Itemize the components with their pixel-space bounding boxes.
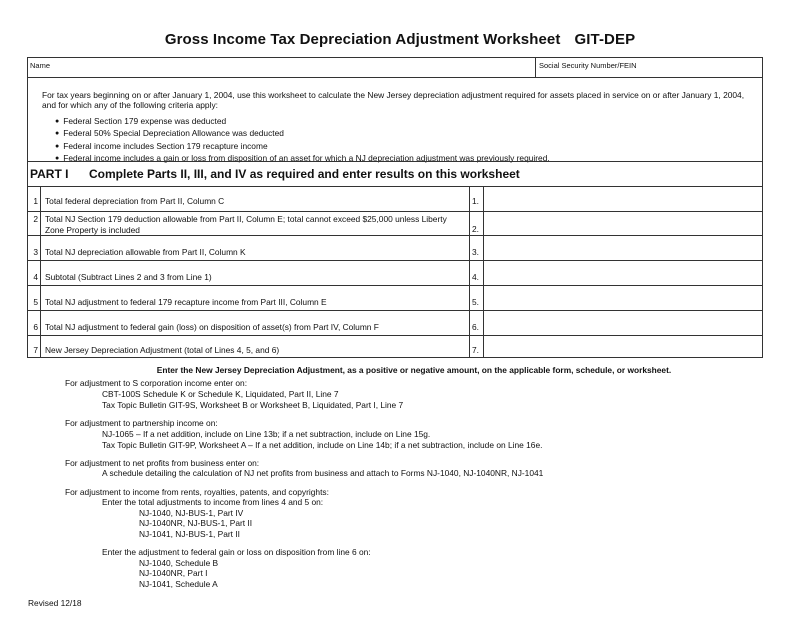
line-ref: 7.: [469, 336, 484, 357]
name-label: Name: [30, 61, 51, 70]
line-row-5: [28, 286, 762, 311]
line-ref: 2.: [469, 212, 484, 235]
line-row-7: [28, 336, 762, 357]
line-number: 3: [28, 236, 41, 260]
intro-text: For tax years beginning on or after January 1, 2004, use this worksheet to calculate the New Jersey depreciation adjustment required for assets placed in service on or after January 1, 2004, and for which any of the following criteria apply:: [42, 90, 745, 110]
line-row-1: [28, 187, 762, 212]
s-corp-item: Tax Topic Bulletin GIT-9S, Worksheet B or Worksheet B, Liquidated, Part I, Line 7: [102, 400, 404, 410]
line-6-amount[interactable]: [484, 311, 762, 335]
line-3-amount[interactable]: [484, 236, 762, 260]
criteria-item: ● Federal income includes Section 179 recapture income: [55, 141, 550, 153]
line-ref: 3.: [469, 236, 484, 260]
name-field[interactable]: [28, 58, 536, 78]
line-text: Total NJ adjustment to federal 179 recapture income from Part III, Column E: [45, 297, 327, 307]
s-corp-item: CBT-100S Schedule K or Schedule K, Liquidated, Part II, Line 7: [102, 389, 339, 399]
line-number: 5: [28, 286, 41, 310]
rents-sub2-item: NJ-1040, Schedule B: [139, 558, 219, 568]
rents-sub1-item: NJ-1040, NJ-BUS-1, Part IV: [139, 508, 244, 518]
line-ref: 5.: [469, 286, 484, 310]
line-7-amount[interactable]: [484, 336, 762, 357]
rents-label: For adjustment to income from rents, royalties, patents, and copyrights:: [65, 487, 329, 497]
rents-sub2-item: NJ-1041, Schedule A: [139, 579, 218, 589]
line-1-amount[interactable]: [484, 187, 762, 211]
partnership-label: For adjustment to partnership income on:: [65, 418, 218, 428]
partnership-item: NJ-1065 – If a net addition, include on Line 13b; if a net subtraction, include on Line 15g.: [102, 429, 431, 439]
part-header: [28, 161, 762, 187]
criteria-item: ● Federal 50% Special Depreciation Allowance was deducted: [55, 128, 550, 140]
business-label: For adjustment to net profits from business enter on:: [65, 458, 260, 468]
form-title: Gross Income Tax Depreciation Adjustment Worksheet: [164, 31, 561, 48]
line-text: Total federal depreciation from Part II, Column C: [45, 196, 225, 206]
partnership-item: Tax Topic Bulletin GIT-9P, Worksheet A – If a net addition, include on Line 14b; if a net subtraction, include on Line 16e.: [102, 440, 543, 450]
rents-sub2-item: NJ-1040NR, Part I: [139, 568, 208, 578]
part-label: PART I: [30, 167, 69, 181]
criteria-list: [55, 116, 550, 165]
line-number: 2: [28, 212, 41, 235]
line-ref: 6.: [469, 311, 484, 335]
line-row-6: [28, 311, 762, 336]
line-row-2: [28, 212, 762, 236]
line-text: Subtotal (Subtract Lines 2 and 3 from Line 1): [45, 272, 212, 282]
line-text: Total NJ depreciation allowable from Part II, Column K: [45, 247, 246, 257]
ssn-label: Social Security Number/FEIN: [539, 61, 637, 70]
ssn-field[interactable]: [536, 58, 762, 78]
line-number: 4: [28, 261, 41, 285]
line-ref: 4.: [469, 261, 484, 285]
page-title: [0, 31, 800, 48]
rents-sub1: Enter the total adjustments to income from lines 4 and 5 on:: [102, 497, 324, 507]
rents-sub1-item: NJ-1041, NJ-BUS-1, Part II: [139, 529, 240, 539]
criteria-item: ● Federal income includes a gain or loss from disposition of an asset for which a NJ depreciation adjustment was previously required.: [55, 153, 550, 165]
line-text: New Jersey Depreciation Adjustment (total of Lines 4, 5, and 6): [45, 345, 280, 355]
line-ref: 1.: [469, 187, 484, 211]
line-number: 7: [28, 336, 41, 357]
rents-sub1-item: NJ-1040NR, NJ-BUS-1, Part II: [139, 518, 253, 528]
form-code: GIT-DEP: [574, 31, 636, 48]
rents-sub2: Enter the adjustment to federal gain or loss on disposition from line 6 on:: [102, 547, 371, 557]
worksheet-frame: [27, 57, 763, 358]
line-row-4: [28, 261, 762, 286]
revised-date: Revised 12/18: [28, 598, 82, 608]
line-5-amount[interactable]: [484, 286, 762, 310]
s-corp-label: For adjustment to S corporation income enter on:: [65, 378, 248, 388]
line-number: 6: [28, 311, 41, 335]
line-text: Total NJ Section 179 deduction allowable from Part II, Column E; total cannot exceed $25,000 unless Liberty Zone Property is included: [45, 214, 447, 235]
part-title: Complete Parts II, III, and IV as required and enter results on this worksheet: [89, 167, 520, 181]
line-2-amount[interactable]: [484, 212, 762, 235]
business-item: A schedule detailing the calculation of NJ net profits from business and attach to Forms NJ-1040, NJ-1040NR, NJ-1041: [102, 468, 544, 478]
line-text: Total NJ adjustment to federal gain (loss) on disposition of asset(s) from Part IV, Column F: [45, 322, 379, 332]
line-4-amount[interactable]: [484, 261, 762, 285]
line-row-3: [28, 236, 762, 261]
criteria-item: ● Federal Section 179 expense was deducted: [55, 116, 550, 128]
instructions-heading: Enter the New Jersey Depreciation Adjustment, as a positive or negative amount, on the applicable form, schedule, or worksheet.: [156, 365, 672, 375]
line-number: 1: [28, 187, 41, 211]
